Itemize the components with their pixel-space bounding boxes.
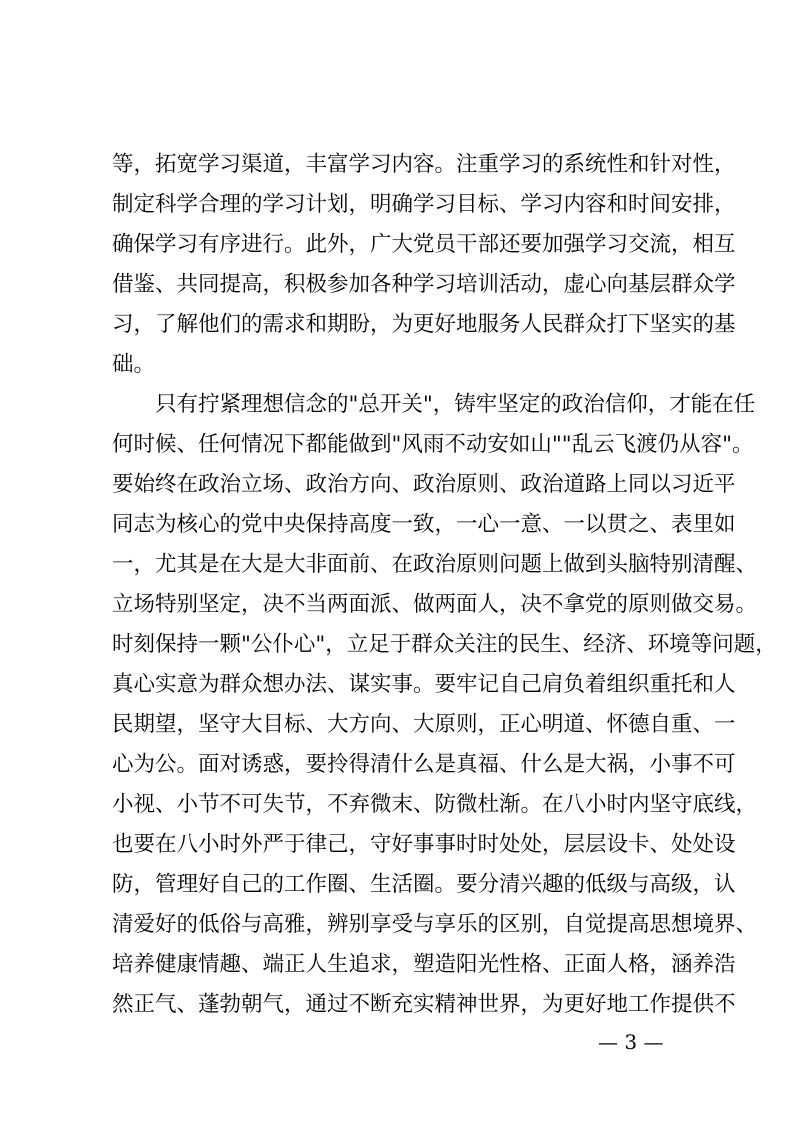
text-line: 只有拧紧理想信念的"总开关"，铸牢坚定的政治信仰，才能在任 <box>112 392 756 417</box>
paragraph-1 <box>112 145 736 385</box>
text-line: 真心实意为群众想办法、谋实事。要牢记自己肩负着组织重托和人 <box>112 672 736 697</box>
text-line: 小视、小节不可失节，不弃微末、防微杜渐。在八小时内坚守底线， <box>112 792 758 817</box>
text-line: 民期望，坚守大目标、大方向、大原则，正心明道、怀德自重、一 <box>112 712 736 737</box>
text-line: 制定科学合理的学习计划，明确学习目标、学习内容和时间安排， <box>112 192 736 217</box>
text-line: 心为公。面对诱惑，要拎得清什么是真福、什么是大祸，小事不可 <box>112 752 736 777</box>
text-line: 也要在八小时外严于律己，守好事事时时处处，层层设卡、处处设 <box>112 832 736 857</box>
text-line: 习，了解他们的需求和期盼，为更好地服务人民群众打下坚实的基 <box>112 312 736 337</box>
text-line: 借鉴、共同提高，积极参加各种学习培训活动，虚心向基层群众学 <box>112 272 736 297</box>
text-line: 立场特别坚定，决不当两面派、做两面人，决不拿党的原则做交易。 <box>112 592 758 617</box>
text-line: 防，管理好自己的工作圈、生活圈。要分清兴趣的低级与高级，认 <box>112 872 736 897</box>
text-line: 要始终在政治立场、政治方向、政治原则、政治道路上同以习近平 <box>112 472 736 497</box>
document-body <box>112 145 777 1025</box>
text-line: 一，尤其是在大是大非面前、在政治原则问题上做到头脑特别清醒、 <box>112 552 758 577</box>
paragraph-2 <box>112 385 777 1025</box>
text-line: 确保学习有序进行。此外，广大党员干部还要加强学习交流，相互 <box>112 232 736 257</box>
page-number: — 3 — <box>598 1030 664 1054</box>
text-line: 清爱好的低俗与高雅，辨别享受与享乐的区别，自觉提高思想境界、 <box>112 912 758 937</box>
text-line: 然正气、蓬勃朝气，通过不断充实精神世界，为更好地工作提供不 <box>112 992 736 1017</box>
text-line: 同志为核心的党中央保持高度一致，一心一意、一以贯之、表里如 <box>112 512 736 537</box>
text-line: 础。 <box>112 352 156 377</box>
text-line: 等，拓宽学习渠道，丰富学习内容。注重学习的系统性和针对性， <box>112 152 736 177</box>
text-line: 时刻保持一颗"公仆心"，立足于群众关注的民生、经济、环境等问题， <box>112 632 777 657</box>
text-line: 何时候、任何情况下都能做到"风雨不动安如山""乱云飞渡仍从容"。 <box>112 432 754 457</box>
text-line: 培养健康情趣、端正人生追求，塑造阳光性格、正面人格，涵养浩 <box>112 952 736 977</box>
